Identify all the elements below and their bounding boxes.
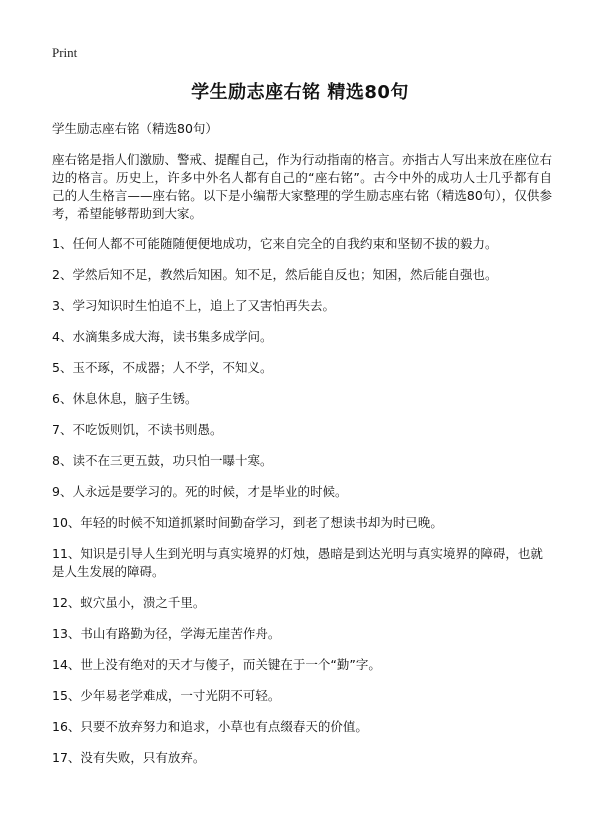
- list-item: 5、玉不琢，不成器；人不学，不知义。: [52, 360, 273, 375]
- article-subtitle: 学生励志座右铭（精选80句）: [52, 121, 218, 136]
- list-item: 2、学然后知不足，教然后知困。知不足，然后能自反也；知困，然后能自强也。: [52, 267, 498, 282]
- list-item: 12、蚁穴虽小，溃之千里。: [52, 595, 206, 610]
- intro-paragraph: 座右铭是指人们激励、警戒、提醒自己，作为行动指南的格言。亦指古人写出来放在座位右边的格言。历史上，许多中外名人都有自己的“座右铭”。古今中外的成功人士几乎都有自己的人生格言——座右铭。以下是小编帮大家整理的学生励志座右铭（精选80句），仅供参考，希望能够帮助到大家。: [52, 152, 553, 221]
- print-link[interactable]: Print: [52, 45, 78, 60]
- list-item: 6、休息休息，脑子生锈。: [52, 391, 198, 406]
- list-item: 14、世上没有绝对的天才与傻子，而关键在于一个“勤”字。: [52, 657, 381, 672]
- motto-list: [52, 235, 552, 780]
- list-item: 4、水滴集多成大海，读书集多成学问。: [52, 329, 273, 344]
- list-item: 16、只要不放弃努力和追求，小草也有点缀春天的价值。: [52, 719, 368, 734]
- list-item: 13、书山有路勤为径，学海无崖苦作舟。: [52, 626, 281, 641]
- list-item: 3、学习知识时生怕追不上，追上了又害怕再失去。: [52, 298, 335, 313]
- list-item: 8、读不在三更五鼓，功只怕一曝十寒。: [52, 453, 273, 468]
- list-item: 15、少年易老学难成，一寸光阴不可轻。: [52, 688, 281, 703]
- list-item: 17、没有失败，只有放弃。: [52, 750, 206, 765]
- list-item: 7、不吃饭则饥，不读书则愚。: [52, 422, 223, 437]
- list-item: 10、年轻的时候不知道抓紧时间勤奋学习，到老了想读书却为时已晚。: [52, 515, 443, 530]
- page-title: 学生励志座右铭 精选80句: [191, 82, 409, 103]
- list-item: 11、知识是引导人生到光明与真实境界的灯烛，愚暗是到达光明与真实境界的障碍，也就是人生发展的障碍。: [52, 546, 543, 579]
- list-item: 1、任何人都不可能随随便便地成功，它来自完全的自我约束和坚韧不拔的毅力。: [52, 236, 498, 251]
- list-item: 9、人永远是要学习的。死的时候，才是毕业的时候。: [52, 484, 348, 499]
